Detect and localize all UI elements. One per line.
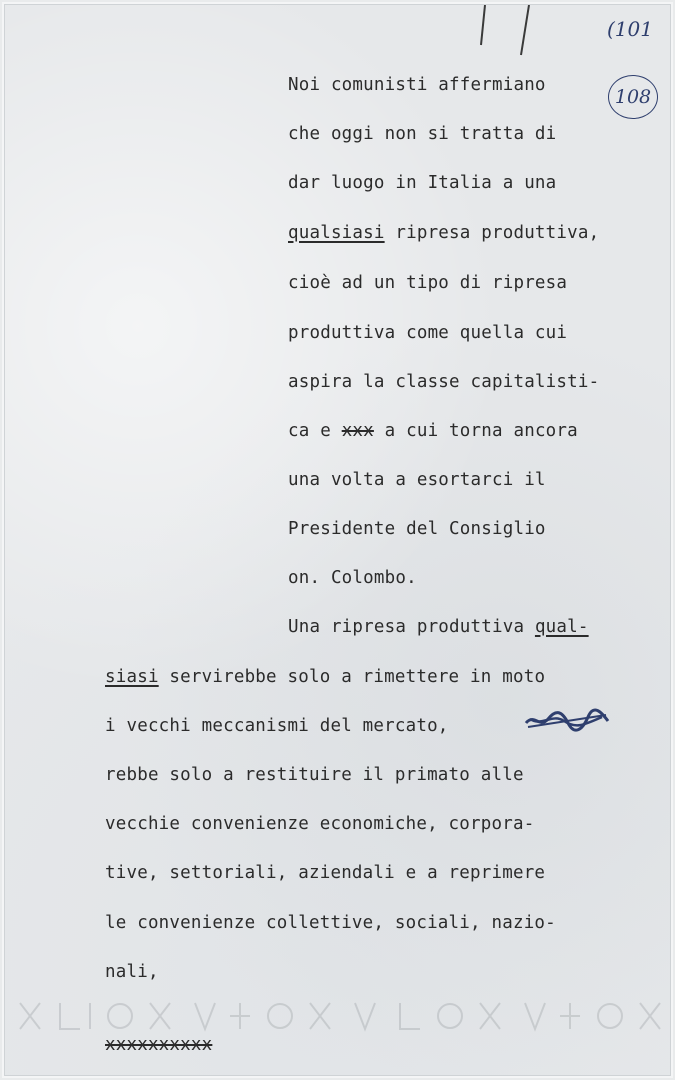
- text-line-18: le convenienze collettive, sociali, nazio-: [105, 913, 556, 933]
- text-line-6: produttiva come quella cui: [288, 323, 568, 343]
- text-line-9: una volta a esortarci il: [288, 470, 546, 490]
- text-line-10: Presidente del Consiglio: [288, 519, 546, 539]
- struck-line: xxxxxxxxxx: [105, 1035, 213, 1055]
- pen-stroke-mark: [479, 5, 539, 85]
- text-line-3: dar luogo in Italia a una: [288, 173, 557, 193]
- text-line-12-pre: Una ripresa produttiva: [288, 617, 535, 637]
- text-line-12: [288, 617, 589, 637]
- text-line-8-post: a cui torna ancora: [373, 421, 578, 441]
- text-line-8-pre: ca e: [288, 421, 342, 441]
- text-line-14: i vecchi meccanismi del mercato,: [105, 716, 449, 736]
- text-line-5: cioè ad un tipo di ripresa: [288, 273, 568, 293]
- text-line-7: aspira la classe capitalisti-: [288, 372, 600, 392]
- text-line-13-post: servirebbe solo a rimettere in moto: [158, 667, 546, 687]
- text-line-16: vecchie convenienze economiche, corpora-: [105, 814, 535, 834]
- document-page: [4, 4, 671, 1076]
- underlined-word-siasi: siasi: [105, 667, 159, 687]
- text-line-4: [288, 223, 599, 243]
- page-number-circle: [608, 75, 658, 119]
- text-line-4-post: ripresa produttiva,: [384, 223, 600, 243]
- underlined-word-qual: qual-: [534, 617, 589, 637]
- underlined-word-qualsiasi: qualsiasi: [288, 223, 385, 243]
- text-line-17: tive, settoriali, aziendali e a reprimere: [105, 863, 546, 883]
- watermark-strip: [5, 995, 675, 1037]
- text-line-1: Noi comunisti affermiano: [288, 75, 546, 95]
- text-line-13: [105, 667, 545, 687]
- text-line-11: on. Colombo.: [288, 568, 417, 588]
- archive-number: (101: [607, 17, 653, 41]
- text-line-8: [288, 421, 578, 441]
- text-line-2: che oggi non si tratta di: [288, 124, 557, 144]
- text-line-19: nali,: [105, 962, 159, 982]
- page-number: 108: [614, 86, 652, 108]
- ink-scribble-mark: [522, 707, 610, 733]
- text-line-15: rebbe solo a restituire il primato alle: [105, 765, 524, 785]
- struck-word: xxx: [341, 421, 374, 441]
